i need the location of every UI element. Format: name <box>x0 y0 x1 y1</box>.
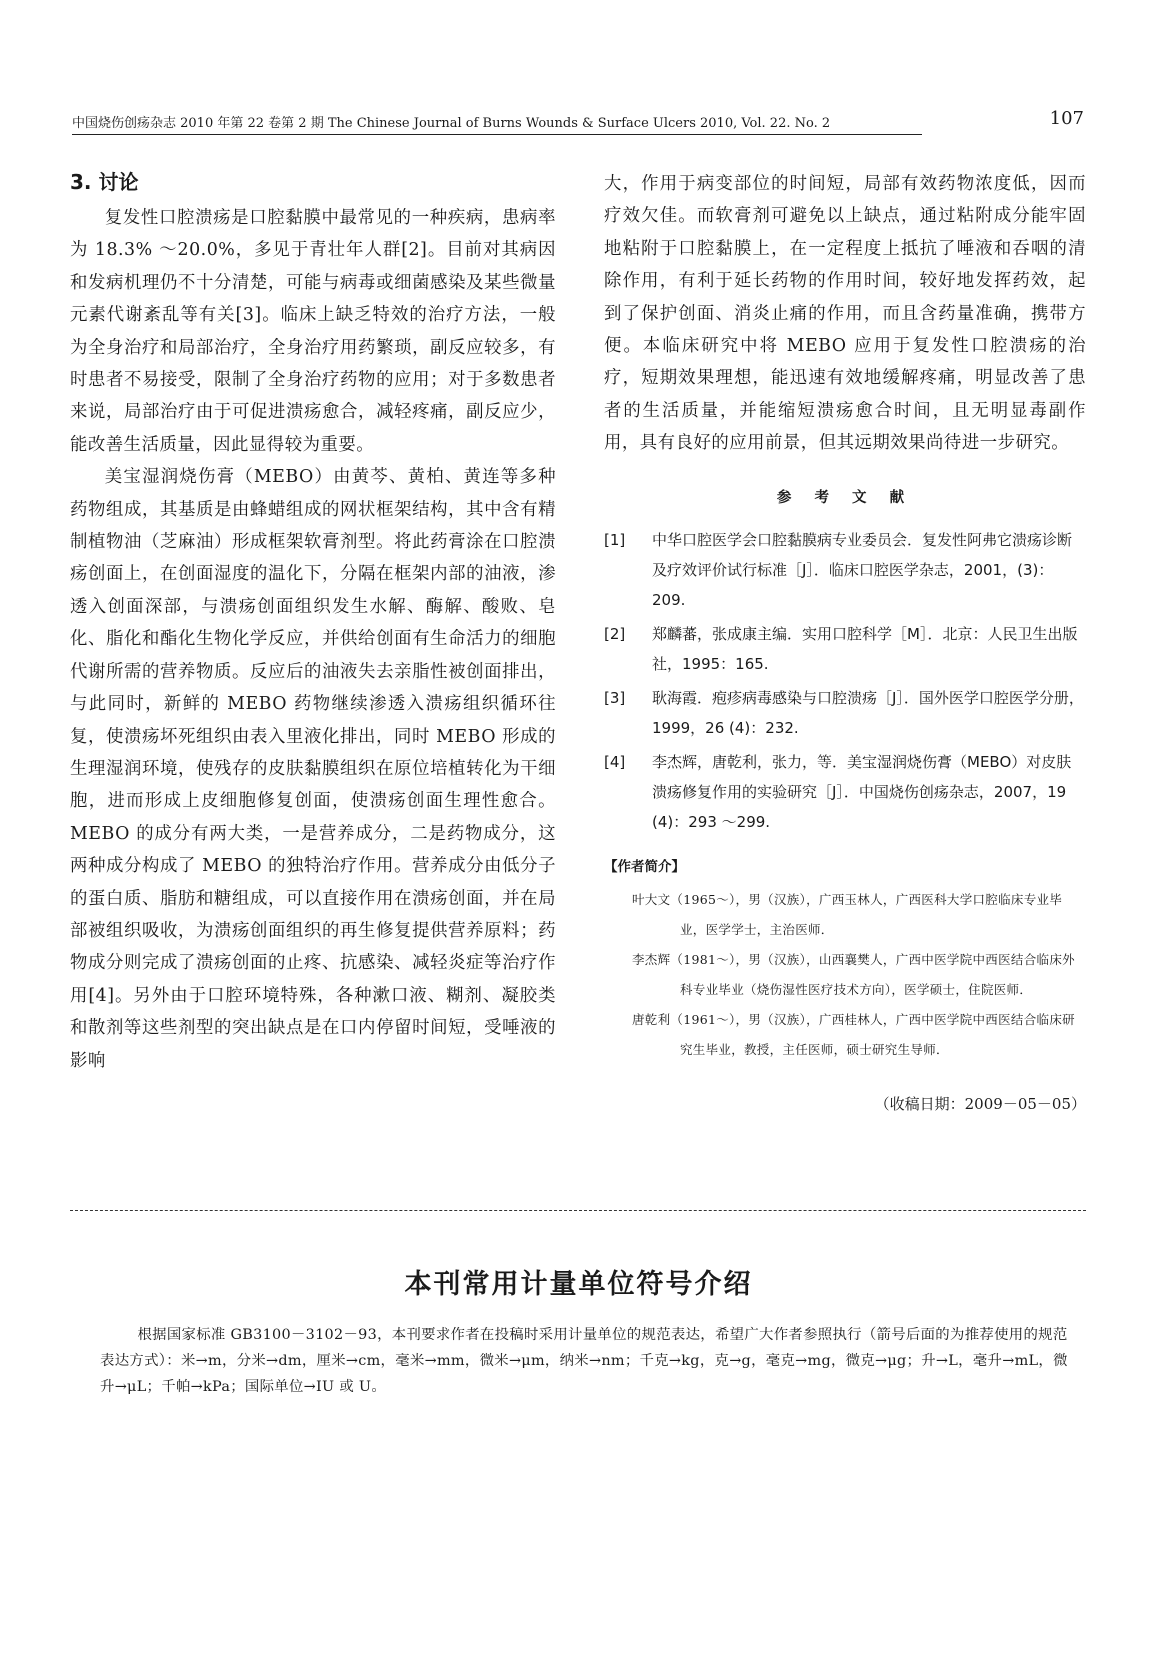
received-date: （收稿日期：2009－05－05） <box>874 1094 1086 1113</box>
reference-text: 郑麟蕃，张成康主编．实用口腔科学［M］．北京：人民卫生出版社，1995：165. <box>652 624 1078 673</box>
reference-item <box>604 683 1086 743</box>
reference-number: [4] <box>604 752 626 771</box>
author-bio-heading: 【作者简介】 <box>604 858 685 875</box>
page-number: 107 <box>1049 108 1084 129</box>
reference-item <box>604 619 1086 679</box>
author-bio: 叶大文（1965～），男（汉族），广西玉林人，广西医科大学口腔临床专业毕业，医学学士，主治医师． <box>632 891 1063 937</box>
reference-item <box>604 525 1086 615</box>
running-header <box>72 108 1084 131</box>
left-column <box>70 168 556 1077</box>
references-heading: 参 考 文 献 <box>776 489 914 506</box>
reference-item <box>604 747 1086 837</box>
right-column <box>604 168 1086 1114</box>
header-rule <box>72 134 922 135</box>
reference-text: 李杰辉，唐乾利，张力，等．美宝湿润烧伤膏（MEBO）对皮肤溃疡修复作用的实验研究［J］．中国烧伤创疡杂志，2007，19 (4)：293 ～299. <box>652 752 1072 831</box>
reference-text: 中华口腔医学会口腔黏膜病专业委员会．复发性阿弗它溃疡诊断及疗效评价试行标准［J］．临床口腔医学杂志，2001，(3)：209. <box>652 530 1073 609</box>
reference-number: [3] <box>604 688 626 707</box>
section-divider <box>70 1210 1086 1211</box>
reference-text: 耿海霞．疱疹病毒感染与口腔溃疡［J］．国外医学口腔医学分册，1999，26 (4)：232. <box>652 688 1084 737</box>
paragraph-2: 美宝湿润烧伤膏（MEBO）由黄芩、黄柏、黄连等多种药物组成，其基质是由蜂蜡组成的网状框架结构，其中含有精制植物油（芝麻油）形成框架软膏剂型。将此药膏涂在口腔溃疡创面上，在创面湿度的温化下，分隔在框架内部的油液，渗透入创面深部，与溃疡创面组织发生水解、酶解、酸败、皂化、脂化和酯化生物化学反应，并供给创面有生命活力的细胞代谢所需的营养物质。反应后的油液失去亲脂性被创面排出，与此同时，新鲜的 MEBO 药物继续渗透入溃疡组织循环往复，使溃疡坏死组织由表入里液化排出，同时 MEBO 形成的生理湿润环境，使残存的皮肤黏膜组织在原位培植转化为干细胞，进而形成上皮细胞修复创面，使溃疡创面生理性愈合。MEBO 的成分有两大类，一是营养成分，二是药物成分，这两种成分构成了 MEBO 的独特治疗作用。营养成分由低分子的蛋白质、脂肪和糖组成，可以直接作用在溃疡创面，并在局部被组织吸收，为溃疡创面组织的再生修复提供营养原料；药物成分则完成了溃疡创面的止疼、抗感染、减轻炎症等治疗作用[4]。另外由于口腔环境特殊，各种漱口液、糊剂、凝胶类和散剂等这些剂型的突出缺点是在口内停留时间短，受唾液的影响 <box>70 467 556 1071</box>
running-title: 中国烧伤创疡杂志 2010 年第 22 卷第 2 期 The Chinese Journal of Burns Wounds & Surface Ulcers 2010, Vol. 22. No. 2 <box>72 116 831 131</box>
paragraph-3: 大，作用于病变部位的时间短，局部有效药物浓度低，因而疗效欠佳。而软膏剂可避免以上缺点，通过粘附成分能牢固地粘附于口腔黏膜上，在一定程度上抵抗了唾液和吞咽的清除作用，有利于延长药物的作用时间，较好地发挥药效，起到了保护创面、消炎止痛的作用，而且含药量准确，携带方便。本临床研究中将 MEBO 应用于复发性口腔溃疡的治疗，短期效果理想，能迅速有效地缓解疼痛，明显改善了患者的生活质量，并能缩短溃疡愈合时间，且无明显毒副作用，具有良好的应用前景，但其远期效果尚待进一步研究。 <box>604 174 1086 454</box>
author-bio: 李杰辉（1981～），男（汉族），山西襄樊人，广西中医学院中西医结合临床外科专业毕业（烧伤湿性医疗技术方向），医学硕士，住院医师． <box>632 951 1075 997</box>
notice-title: 本刊常用计量单位符号介绍 <box>404 1269 753 1300</box>
notice-body: 根据国家标准 GB3100－3102－93，本刊要求作者在投稿时采用计量单位的规范表达，希望广大作者参照执行（箭号后面的为推荐使用的规范表达方式）：米→m，分米→dm，厘米→cm，毫米→mm，微米→μm，纳米→nm；千克→kg，克→g，毫克→mg，微克→μg；升→L，毫升→mL，微升→μL；千帕→kPa；国际单位→IU 或 U。 <box>100 1327 1068 1395</box>
reference-number: [2] <box>604 624 626 643</box>
author-bio: 唐乾利（1961～），男（汉族），广西桂林人，广西中医学院中西医结合临床研究生毕业，教授，主任医师，硕士研究生导师． <box>632 1011 1075 1057</box>
reference-number: [1] <box>604 530 626 549</box>
section-heading: 3. 讨论 <box>70 170 139 194</box>
paragraph-1: 复发性口腔溃疡是口腔黏膜中最常见的一种疾病，患病率为 18.3% ～20.0%，多见于青壮年人群[2]。目前对其病因和发病机理仍不十分清楚，可能与病毒或细菌感染及某些微量元素代谢紊乱等有关[3]。临床上缺乏特效的治疗方法，一般为全身治疗和局部治疗，全身治疗用药繁琐，副反应较多，有时患者不易接受，限制了全身治疗药物的应用；对于多数患者来说，局部治疗由于可促进溃疡愈合，减轻疼痛，副反应少，能改善生活质量，因此显得较为重要。 <box>70 208 556 455</box>
